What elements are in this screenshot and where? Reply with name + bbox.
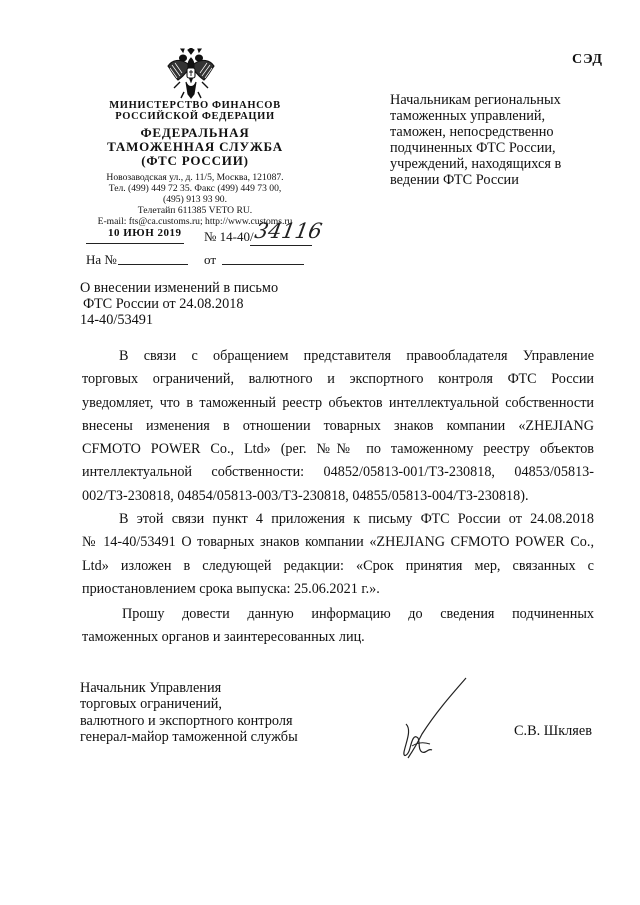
body-line: Ltd» изложен в следующей редакции: «Срок принятия мер, связанных с <box>82 557 594 574</box>
ministry-header <box>88 100 302 122</box>
document-date: 10 ИЮН 2019 <box>108 227 182 239</box>
handwritten-signature <box>392 672 492 772</box>
recipient-line: учреждений, находящихся в <box>390 156 562 172</box>
subject-block <box>80 280 340 328</box>
reply-to-underline <box>118 264 188 265</box>
body-line: CFMOTO POWER Co., Ltd» (рег. №№ по таможенному реестру объектов <box>82 441 594 458</box>
signatory-name: С.В. Шкляев <box>514 723 592 739</box>
recipient-line: ведении ФТС России <box>390 172 519 188</box>
contact-line: Телетайп 611385 VETO RU. <box>137 205 253 216</box>
coat-of-arms-icon <box>166 48 216 102</box>
from-underline <box>222 264 304 265</box>
number-underline <box>250 245 312 246</box>
service-line: (ФТС РОССИИ) <box>141 153 249 168</box>
body-line: № 14-40/53491 О товарных знаков компании «ZHEJIANG CFMOTO POWER Co., <box>82 534 594 551</box>
signatory-position <box>80 680 340 746</box>
position-line: торговых ограничений, <box>80 696 222 713</box>
position-line: валютного и экспортного контроля <box>80 712 293 729</box>
system-mark: СЭД <box>572 52 604 67</box>
ministry-line: МИНИСТЕРСТВО ФИНАНСОВ <box>109 100 281 111</box>
body-line: Прошу довести данную информацию до сведения подчиненных <box>122 606 594 622</box>
recipient-line: таможенных управлений, <box>390 108 546 124</box>
recipient-block <box>390 92 600 188</box>
body-line: В связи с обращением представителя правообладателя Управление <box>119 348 594 364</box>
body-line: приостановлением срока выпуска: 25.06.2021 г.». <box>82 580 380 597</box>
recipient-line: подчиненных ФТС России, <box>390 140 556 156</box>
body-line: внесены изменения в отношении товарных знаков компании «ZHEJIANG <box>82 417 594 434</box>
position-line: Начальник Управления <box>80 680 222 696</box>
reply-to-label: На № <box>86 252 117 267</box>
body-paragraph-3 <box>82 603 594 650</box>
contact-line: E-mail: fts@ca.customs.ru; http://www.customs.ru <box>97 216 293 227</box>
body-line: 002/ТЗ-230818, 04854/05813-003/ТЗ-230818, 04855/05813-004/ТЗ-230818). <box>82 487 529 504</box>
document-number-handwritten: 34116 <box>252 219 324 243</box>
body-line: интеллектуальной собственности: 04852/05813-001/ТЗ-230818, 04853/05813- <box>82 464 594 481</box>
contact-line: Новозаводская ул., д. 11/5, Москва, 121087. <box>106 172 284 183</box>
service-line: ФЕДЕРАЛЬНАЯ <box>140 125 250 140</box>
subject-line: О внесении изменений в письмо <box>80 280 279 296</box>
subject-line: 14-40/53491 <box>80 312 154 328</box>
service-line: ТАМОЖЕННАЯ СЛУЖБА <box>107 139 283 154</box>
service-header <box>88 126 302 168</box>
recipient-line: Начальникам региональных <box>390 92 561 108</box>
recipient-line: таможен, непосредственно <box>390 124 554 140</box>
body-line: таможенных органов и заинтересованных лиц. <box>82 629 365 646</box>
body-paragraph-2 <box>82 508 594 601</box>
body-line: торговых ограничений, валютного и экспортного контроля ФТС России <box>82 371 594 388</box>
body-line: В этой связи пункт 4 приложения к письму ФТС России от 24.08.2018 <box>119 511 594 527</box>
from-label: от <box>204 252 217 267</box>
subject-line: ФТС России от 24.08.2018 <box>83 296 244 312</box>
ministry-line: РОССИЙСКОЙ ФЕДЕРАЦИИ <box>115 111 275 122</box>
date-underline <box>86 243 184 244</box>
body-paragraph-1 <box>82 345 594 508</box>
contact-line: (495) 913 93 90. <box>163 194 227 205</box>
position-line: генерал-майор таможенной службы <box>80 729 298 746</box>
contact-line: Тел. (499) 449 72 35. Факс (499) 449 73 00, <box>108 183 282 194</box>
document-number-label: № 14-40/ <box>204 229 254 244</box>
body-line: уведомляет, что в таможенный реестр объектов интеллектуальной собственности <box>82 394 594 411</box>
